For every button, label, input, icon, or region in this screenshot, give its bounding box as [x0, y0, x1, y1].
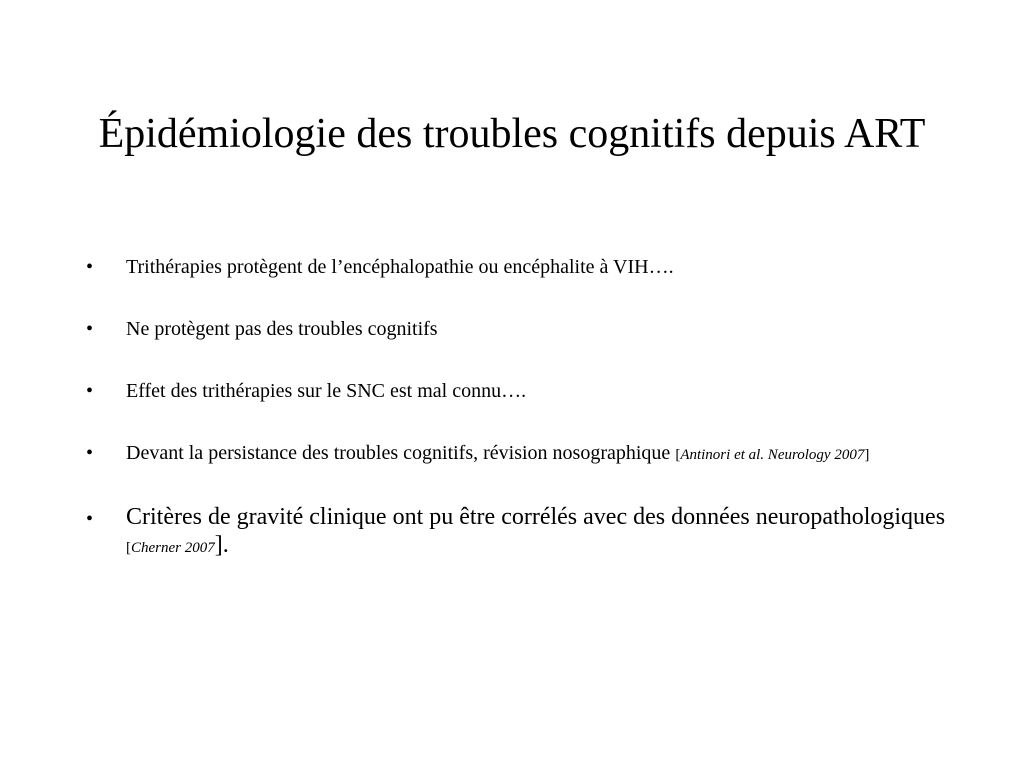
- bullet-item-2: [86, 318, 946, 341]
- bullet-icon: •: [86, 508, 94, 530]
- bullet-icon: •: [86, 442, 94, 464]
- bullet-text: Critères de gravité clinique ont pu être corrélés avec des données neuropathologiques: [126, 504, 946, 530]
- slide-title: Épidémiologie des troubles cognitifs depuis ART: [98, 111, 926, 157]
- bullet-item-5: [86, 503, 946, 559]
- bullet-icon: •: [86, 318, 94, 340]
- bullet-text: Devant la persistance des troubles cognitifs, révision nosographique: [126, 442, 676, 464]
- citation-text: Cherner 2007: [131, 540, 215, 556]
- citation: [675, 447, 869, 463]
- citation-close: ].: [214, 532, 229, 558]
- citation-open: [: [126, 540, 131, 556]
- bullet-item-3: [86, 380, 946, 403]
- citation-text: Antinori et al. Neurology 2007: [680, 447, 865, 463]
- bullet-item-1: [86, 256, 946, 279]
- bullet-list: [86, 256, 946, 559]
- bullet-text: Ne protègent pas des troubles cognitifs: [126, 318, 438, 340]
- citation-open: [: [675, 447, 681, 463]
- bullet-text: Effet des trithérapies sur le SNC est mal connu….: [126, 380, 527, 402]
- citation-close: ]: [864, 447, 870, 463]
- bullet-icon: •: [86, 256, 94, 278]
- bullet-icon: •: [86, 380, 94, 402]
- bullet-item-4: [86, 442, 946, 465]
- bullet-text: Trithérapies protègent de l’encéphalopathie ou encéphalite à VIH….: [126, 256, 674, 278]
